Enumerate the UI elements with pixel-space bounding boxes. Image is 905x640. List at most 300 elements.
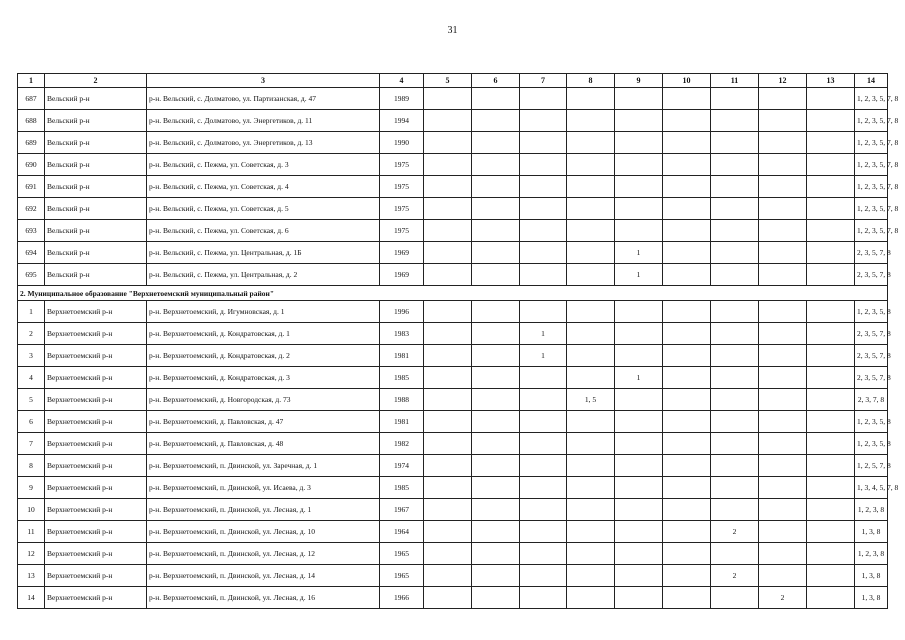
cell-year: 1975 xyxy=(380,198,424,220)
table-row xyxy=(18,154,888,176)
cell-col-11 xyxy=(711,411,759,433)
cell-col-5 xyxy=(424,587,472,609)
cell-col-11 xyxy=(711,132,759,154)
cell-col-10 xyxy=(663,301,711,323)
cell-address: р-н. Верхнетоемский, п. Двинской, ул. Лесная, д. 14 xyxy=(147,565,380,587)
cell-col-13 xyxy=(807,477,855,499)
cell-address: р-н. Верхнетоемский, д. Павловская, д. 47 xyxy=(147,411,380,433)
table-row xyxy=(18,543,888,565)
cell-col-5 xyxy=(424,433,472,455)
column-header-12: 12 xyxy=(759,74,807,88)
cell-col-7 xyxy=(520,455,567,477)
cell-col-9 xyxy=(615,110,663,132)
cell-col-7 xyxy=(520,565,567,587)
cell-col-12 xyxy=(759,264,807,286)
cell-criteria: 1, 2, 3, 5, 8 xyxy=(855,301,888,323)
cell-col-12 xyxy=(759,543,807,565)
cell-col-6 xyxy=(472,176,520,198)
cell-col-10 xyxy=(663,521,711,543)
cell-row-number: 5 xyxy=(18,389,45,411)
cell-col-11 xyxy=(711,154,759,176)
column-header-3: 3 xyxy=(147,74,380,88)
cell-col-5 xyxy=(424,198,472,220)
cell-row-number: 2 xyxy=(18,323,45,345)
cell-col-10 xyxy=(663,433,711,455)
cell-district: Вельский р-н xyxy=(45,88,147,110)
section-title: 2. Муниципальное образование "Верхнетоемский муниципальный район" xyxy=(18,286,888,301)
cell-col-5 xyxy=(424,242,472,264)
cell-year: 1969 xyxy=(380,264,424,286)
cell-criteria: 1, 2, 3, 5, 7, 8 xyxy=(855,132,888,154)
cell-year: 1981 xyxy=(380,411,424,433)
table-row xyxy=(18,176,888,198)
cell-col-8 xyxy=(567,132,615,154)
cell-col-12: 2 xyxy=(759,587,807,609)
cell-col-6 xyxy=(472,455,520,477)
cell-district: Верхнетоемский р-н xyxy=(45,389,147,411)
cell-col-11 xyxy=(711,543,759,565)
cell-row-number: 8 xyxy=(18,455,45,477)
cell-col-12 xyxy=(759,154,807,176)
cell-col-6 xyxy=(472,367,520,389)
cell-col-12 xyxy=(759,220,807,242)
cell-row-number: 10 xyxy=(18,499,45,521)
cell-year: 1969 xyxy=(380,242,424,264)
cell-criteria: 2, 3, 5, 7, 8 xyxy=(855,242,888,264)
cell-year: 1974 xyxy=(380,455,424,477)
cell-criteria: 1, 2, 3, 5, 7, 8 xyxy=(855,154,888,176)
cell-col-10 xyxy=(663,323,711,345)
cell-criteria: 1, 2, 3, 5, 7, 8 xyxy=(855,176,888,198)
table-row xyxy=(18,411,888,433)
cell-col-8 xyxy=(567,220,615,242)
cell-col-7 xyxy=(520,477,567,499)
cell-row-number: 690 xyxy=(18,154,45,176)
table-row xyxy=(18,477,888,499)
cell-district: Вельский р-н xyxy=(45,132,147,154)
cell-col-7 xyxy=(520,264,567,286)
table-row xyxy=(18,499,888,521)
cell-row-number: 1 xyxy=(18,301,45,323)
cell-col-7 xyxy=(520,411,567,433)
cell-col-11 xyxy=(711,264,759,286)
cell-col-10 xyxy=(663,587,711,609)
cell-col-7 xyxy=(520,110,567,132)
cell-col-7 xyxy=(520,242,567,264)
table-row xyxy=(18,521,888,543)
cell-col-9 xyxy=(615,499,663,521)
cell-col-10 xyxy=(663,110,711,132)
cell-row-number: 692 xyxy=(18,198,45,220)
cell-col-8 xyxy=(567,301,615,323)
cell-criteria: 1, 2, 3, 8 xyxy=(855,543,888,565)
cell-address: р-н. Вельский, с. Пежма, ул. Советская, д. 4 xyxy=(147,176,380,198)
cell-criteria: 2, 3, 5, 7, 8 xyxy=(855,345,888,367)
cell-district: Верхнетоемский р-н xyxy=(45,323,147,345)
cell-criteria: 1, 3, 8 xyxy=(855,587,888,609)
table-row xyxy=(18,220,888,242)
cell-col-11 xyxy=(711,242,759,264)
cell-col-12 xyxy=(759,477,807,499)
cell-criteria: 2, 3, 5, 7, 8 xyxy=(855,323,888,345)
cell-col-12 xyxy=(759,521,807,543)
cell-col-7 xyxy=(520,543,567,565)
cell-row-number: 9 xyxy=(18,477,45,499)
cell-col-7 xyxy=(520,389,567,411)
cell-year: 1966 xyxy=(380,587,424,609)
cell-row-number: 6 xyxy=(18,411,45,433)
column-header-2: 2 xyxy=(45,74,147,88)
cell-criteria: 1, 2, 3, 5, 7, 8 xyxy=(855,88,888,110)
housing-table xyxy=(17,73,899,609)
cell-row-number: 11 xyxy=(18,521,45,543)
column-header-5: 5 xyxy=(424,74,472,88)
cell-col-5 xyxy=(424,132,472,154)
cell-col-7 xyxy=(520,154,567,176)
cell-col-9 xyxy=(615,301,663,323)
cell-address: р-н. Верхнетоемский, д. Павловская, д. 48 xyxy=(147,433,380,455)
cell-col-11 xyxy=(711,198,759,220)
cell-col-12 xyxy=(759,433,807,455)
cell-col-13 xyxy=(807,521,855,543)
cell-criteria: 1, 3, 8 xyxy=(855,565,888,587)
cell-district: Верхнетоемский р-н xyxy=(45,433,147,455)
cell-col-7: 1 xyxy=(520,323,567,345)
cell-col-8 xyxy=(567,455,615,477)
cell-col-6 xyxy=(472,198,520,220)
cell-col-6 xyxy=(472,264,520,286)
cell-col-5 xyxy=(424,367,472,389)
column-header-10: 10 xyxy=(663,74,711,88)
cell-col-13 xyxy=(807,367,855,389)
cell-col-11 xyxy=(711,433,759,455)
cell-district: Верхнетоемский р-н xyxy=(45,301,147,323)
cell-col-9 xyxy=(615,323,663,345)
cell-col-13 xyxy=(807,543,855,565)
cell-col-11 xyxy=(711,389,759,411)
column-header-11: 11 xyxy=(711,74,759,88)
cell-col-9: 1 xyxy=(615,264,663,286)
cell-district: Вельский р-н xyxy=(45,242,147,264)
cell-col-6 xyxy=(472,521,520,543)
cell-col-12 xyxy=(759,242,807,264)
cell-col-13 xyxy=(807,323,855,345)
cell-address: р-н. Вельский, с. Пежма, ул. Центральная, д. 1Б xyxy=(147,242,380,264)
table-row xyxy=(18,433,888,455)
cell-address: р-н. Вельский, с. Долматово, ул. Партизанская, д. 47 xyxy=(147,88,380,110)
cell-district: Вельский р-н xyxy=(45,176,147,198)
column-header-6: 6 xyxy=(472,74,520,88)
cell-criteria: 2, 3, 5, 7, 8 xyxy=(855,264,888,286)
cell-year: 1988 xyxy=(380,389,424,411)
column-header-1: 1 xyxy=(18,74,45,88)
cell-col-13 xyxy=(807,242,855,264)
cell-col-9 xyxy=(615,132,663,154)
cell-address: р-н. Верхнетоемский, п. Двинской, ул. Исаева, д. 3 xyxy=(147,477,380,499)
cell-criteria: 2, 3, 5, 7, 8 xyxy=(855,367,888,389)
cell-col-10 xyxy=(663,411,711,433)
cell-address: р-н. Верхнетоемский, д. Игумновская, д. 1 xyxy=(147,301,380,323)
cell-col-8 xyxy=(567,264,615,286)
cell-col-11 xyxy=(711,176,759,198)
cell-col-5 xyxy=(424,264,472,286)
cell-col-5 xyxy=(424,301,472,323)
cell-col-11: 2 xyxy=(711,565,759,587)
cell-col-10 xyxy=(663,477,711,499)
cell-district: Вельский р-н xyxy=(45,264,147,286)
cell-criteria: 2, 3, 7, 8 xyxy=(855,389,888,411)
cell-col-6 xyxy=(472,587,520,609)
cell-col-10 xyxy=(663,543,711,565)
cell-col-10 xyxy=(663,455,711,477)
cell-address: р-н. Вельский, с. Долматово, ул. Энергетиков, д. 11 xyxy=(147,110,380,132)
cell-col-9 xyxy=(615,88,663,110)
cell-col-9 xyxy=(615,433,663,455)
cell-col-5 xyxy=(424,176,472,198)
cell-col-7 xyxy=(520,220,567,242)
cell-col-6 xyxy=(472,301,520,323)
cell-col-7 xyxy=(520,132,567,154)
cell-district: Верхнетоемский р-н xyxy=(45,543,147,565)
cell-col-7 xyxy=(520,301,567,323)
cell-col-10 xyxy=(663,345,711,367)
cell-col-10 xyxy=(663,367,711,389)
cell-col-8 xyxy=(567,198,615,220)
cell-year: 1983 xyxy=(380,323,424,345)
cell-criteria: 1, 2, 3, 5, 7, 8 xyxy=(855,198,888,220)
cell-col-5 xyxy=(424,154,472,176)
cell-col-12 xyxy=(759,88,807,110)
cell-col-10 xyxy=(663,176,711,198)
cell-col-10 xyxy=(663,198,711,220)
cell-col-12 xyxy=(759,198,807,220)
table-row xyxy=(18,455,888,477)
cell-col-10 xyxy=(663,220,711,242)
cell-row-number: 693 xyxy=(18,220,45,242)
cell-col-7 xyxy=(520,499,567,521)
cell-col-8 xyxy=(567,154,615,176)
cell-col-13 xyxy=(807,345,855,367)
cell-address: р-н. Вельский, с. Долматово, ул. Энергетиков, д. 13 xyxy=(147,132,380,154)
cell-col-6 xyxy=(472,565,520,587)
cell-col-11 xyxy=(711,587,759,609)
cell-col-5 xyxy=(424,521,472,543)
cell-col-8 xyxy=(567,345,615,367)
cell-col-11 xyxy=(711,345,759,367)
cell-col-11 xyxy=(711,110,759,132)
cell-col-13 xyxy=(807,198,855,220)
cell-address: р-н. Верхнетоемский, п. Двинской, ул. Лесная, д. 16 xyxy=(147,587,380,609)
cell-col-10 xyxy=(663,154,711,176)
cell-col-11 xyxy=(711,477,759,499)
cell-year: 1994 xyxy=(380,110,424,132)
cell-address: р-н. Вельский, с. Пежма, ул. Центральная, д. 2 xyxy=(147,264,380,286)
cell-col-7 xyxy=(520,521,567,543)
cell-district: Верхнетоемский р-н xyxy=(45,367,147,389)
cell-col-13 xyxy=(807,565,855,587)
table-row xyxy=(18,88,888,110)
table-body xyxy=(18,88,899,609)
cell-col-8 xyxy=(567,323,615,345)
cell-col-8 xyxy=(567,565,615,587)
cell-col-6 xyxy=(472,543,520,565)
cell-col-9 xyxy=(615,345,663,367)
cell-col-6 xyxy=(472,220,520,242)
cell-col-6 xyxy=(472,132,520,154)
cell-year: 1996 xyxy=(380,301,424,323)
cell-district: Верхнетоемский р-н xyxy=(45,345,147,367)
cell-col-13 xyxy=(807,110,855,132)
cell-year: 1965 xyxy=(380,543,424,565)
cell-col-13 xyxy=(807,499,855,521)
cell-row-number: 7 xyxy=(18,433,45,455)
cell-col-11 xyxy=(711,367,759,389)
cell-criteria: 1, 3, 8 xyxy=(855,521,888,543)
cell-col-8 xyxy=(567,477,615,499)
cell-row-number: 4 xyxy=(18,367,45,389)
cell-col-10 xyxy=(663,499,711,521)
cell-col-13 xyxy=(807,176,855,198)
cell-col-11 xyxy=(711,88,759,110)
cell-col-9 xyxy=(615,154,663,176)
cell-col-5 xyxy=(424,411,472,433)
cell-col-5 xyxy=(424,389,472,411)
cell-address: р-н. Верхнетоемский, п. Двинской, ул. Лесная, д. 12 xyxy=(147,543,380,565)
table-row xyxy=(18,565,888,587)
column-header-8: 8 xyxy=(567,74,615,88)
cell-year: 1981 xyxy=(380,345,424,367)
cell-col-5 xyxy=(424,323,472,345)
cell-row-number: 695 xyxy=(18,264,45,286)
cell-col-5 xyxy=(424,543,472,565)
cell-col-7 xyxy=(520,176,567,198)
cell-year: 1975 xyxy=(380,220,424,242)
cell-address: р-н. Верхнетоемский, п. Двинской, ул. Лесная, д. 10 xyxy=(147,521,380,543)
cell-address: р-н. Верхнетоемский, д. Кондратовская, д. 3 xyxy=(147,367,380,389)
cell-address: р-н. Верхнетоемский, п. Двинской, ул. Заречная, д. 1 xyxy=(147,455,380,477)
cell-year: 1965 xyxy=(380,565,424,587)
cell-col-13 xyxy=(807,154,855,176)
cell-address: р-н. Верхнетоемский, п. Двинской, ул. Лесная, д. 1 xyxy=(147,499,380,521)
cell-district: Верхнетоемский р-н xyxy=(45,455,147,477)
cell-col-13 xyxy=(807,132,855,154)
cell-district: Вельский р-н xyxy=(45,110,147,132)
cell-col-8 xyxy=(567,367,615,389)
cell-col-12 xyxy=(759,389,807,411)
cell-district: Вельский р-н xyxy=(45,154,147,176)
cell-col-11 xyxy=(711,323,759,345)
cell-criteria: 1, 2, 3, 5, 8 xyxy=(855,411,888,433)
cell-col-13 xyxy=(807,587,855,609)
cell-col-9 xyxy=(615,411,663,433)
cell-col-7: 1 xyxy=(520,345,567,367)
table-row xyxy=(18,132,888,154)
cell-col-5 xyxy=(424,455,472,477)
cell-col-8 xyxy=(567,521,615,543)
cell-col-10 xyxy=(663,88,711,110)
cell-col-13 xyxy=(807,389,855,411)
cell-row-number: 14 xyxy=(18,587,45,609)
cell-year: 1990 xyxy=(380,132,424,154)
table-row xyxy=(18,110,888,132)
cell-district: Верхнетоемский р-н xyxy=(45,587,147,609)
column-header-9: 9 xyxy=(615,74,663,88)
cell-col-10 xyxy=(663,565,711,587)
cell-col-9 xyxy=(615,455,663,477)
table-row xyxy=(18,323,888,345)
cell-col-10 xyxy=(663,132,711,154)
cell-col-10 xyxy=(663,242,711,264)
cell-col-13 xyxy=(807,301,855,323)
cell-col-6 xyxy=(472,345,520,367)
table-row xyxy=(18,345,888,367)
cell-criteria: 1, 2, 3, 8 xyxy=(855,499,888,521)
table-row xyxy=(18,587,888,609)
cell-col-9 xyxy=(615,587,663,609)
cell-col-9 xyxy=(615,389,663,411)
cell-col-8 xyxy=(567,176,615,198)
column-header-14: 14 xyxy=(855,74,888,88)
cell-col-6 xyxy=(472,477,520,499)
cell-col-9: 1 xyxy=(615,367,663,389)
cell-col-5 xyxy=(424,565,472,587)
cell-col-6 xyxy=(472,154,520,176)
cell-col-6 xyxy=(472,323,520,345)
cell-col-6 xyxy=(472,499,520,521)
cell-row-number: 689 xyxy=(18,132,45,154)
cell-col-8 xyxy=(567,411,615,433)
cell-row-number: 687 xyxy=(18,88,45,110)
cell-col-8 xyxy=(567,110,615,132)
cell-col-11 xyxy=(711,455,759,477)
cell-col-5 xyxy=(424,345,472,367)
cell-col-9 xyxy=(615,521,663,543)
cell-col-12 xyxy=(759,110,807,132)
cell-col-12 xyxy=(759,132,807,154)
cell-col-11 xyxy=(711,301,759,323)
cell-col-6 xyxy=(472,88,520,110)
table-row xyxy=(18,301,888,323)
cell-year: 1985 xyxy=(380,367,424,389)
cell-col-5 xyxy=(424,220,472,242)
cell-col-5 xyxy=(424,88,472,110)
cell-col-13 xyxy=(807,455,855,477)
cell-col-12 xyxy=(759,499,807,521)
cell-col-5 xyxy=(424,499,472,521)
cell-col-7 xyxy=(520,367,567,389)
cell-col-13 xyxy=(807,411,855,433)
cell-col-7 xyxy=(520,587,567,609)
page-number: 31 xyxy=(447,25,458,36)
cell-col-12 xyxy=(759,411,807,433)
cell-row-number: 694 xyxy=(18,242,45,264)
cell-col-6 xyxy=(472,411,520,433)
cell-row-number: 3 xyxy=(18,345,45,367)
cell-address: р-н. Верхнетоемский, д. Новгородская, д. 73 xyxy=(147,389,380,411)
cell-col-6 xyxy=(472,242,520,264)
cell-col-7 xyxy=(520,198,567,220)
cell-col-12 xyxy=(759,301,807,323)
cell-col-12 xyxy=(759,345,807,367)
cell-col-11 xyxy=(711,220,759,242)
cell-address: р-н. Верхнетоемский, д. Кондратовская, д. 1 xyxy=(147,323,380,345)
cell-col-5 xyxy=(424,110,472,132)
cell-year: 1975 xyxy=(380,176,424,198)
table-row xyxy=(18,242,888,264)
cell-row-number: 12 xyxy=(18,543,45,565)
cell-col-6 xyxy=(472,433,520,455)
cell-col-6 xyxy=(472,389,520,411)
